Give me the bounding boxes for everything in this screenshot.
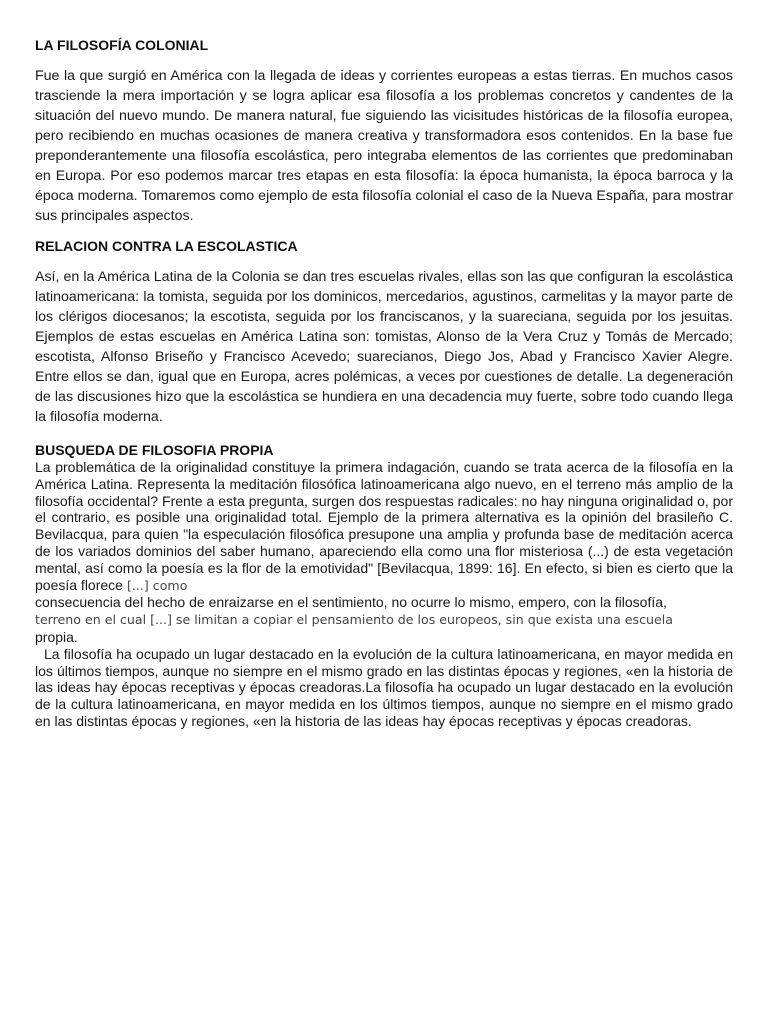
body-text-part2: consecuencia del hecho de enraizarse en el sentimiento, no ocurre lo mismo, empero, con la filosofía, [35, 594, 667, 611]
document-page [35, 36, 733, 730]
section-heading-filosofia-colonial: LA FILOSOFÍA COLONIAL [35, 37, 209, 53]
section-heading-busqueda-filosofia: BUSQUEDA DE FILOSOFIA PROPIA [35, 442, 274, 458]
section-body-relacion-escolastica: Así, en la América Latina de la Colonia se dan tres escuelas rivales, ellas son las que configuran la escolástica latinoamericana: la tomista, seguida por los dominicos, mercedarios, agustinos, carmelitas y la mayor parte de los clérigos diocesanos; la escotista, seguida por los franciscanos, y la suareciana, seguida por los jesuitas. Ejemplos de estas escuelas en América Latina son: tomistas, Alonso de la Vera Cruz y Tomás de Mercado; escotista, Alfonso Briseño y Francisco Acevedo; suarecianos, Diego Jos, Abad y Francisco Xavier Alegre. Entre ellos se dan, igual que en Europa, acres polémicas, a veces por cuestiones de detalle. La degeneración de las discusiones hizo que la escolástica se hundiera en una decadencia muy fuerte, sobre todo cuando llega la filosofía moderna. [35, 269, 733, 425]
body-text-part3: propia. [35, 628, 78, 645]
section-body-filosofia-colonial: Fue la que surgió en América con la llegada de ideas y corrientes europeas a estas tierras. En muchos casos trasciende la mera importación y se logra aplicar esa filosofía a los problemas concretos y candentes de la situación del nuevo mundo. De manera natural, fue siguiendo las vicisitudes históricas de la filosofía europea, pero recibiendo en muchas ocasiones de manera creativa y transformadora esos contenidos. En la base fue preponderantemente una filosofía escolástica, pero integraba elementos de las corrientes que predominaban en Europa. Por eso podemos marcar tres etapas en esta filosofía: la época humanista, la época barroca y la época moderna. Tomaremos como ejemplo de esta filosofía colonial el caso de la Nueva España, para mostrar sus principales aspectos. [35, 68, 733, 224]
section-body-busqueda-second: La filosofía ha ocupado un lugar destacado en la evolución de la cultura latinoamericana, en mayor medida en los últimos tiempos, aunque no siempre en el mismo grado en las distintas épocas y regiones, «en la historia de las ideas hay épocas receptivas y épocas creadoras.La filosofía ha ocupado un lugar destacado en la evolución de la cultura latinoamericana, en mayor medida en los últimos tiempos, aunque no siempre en el mismo grado en las distintas épocas y regiones, «en la historia de las ideas hay épocas receptivas y épocas creadoras. [35, 645, 733, 729]
body-text-grey1: [...] como [122, 577, 188, 593]
body-text-grey2: terreno en el cual [...] se limitan a copiar el pensamiento de los europeos, sin que exista una escuela [35, 612, 673, 628]
section-heading-relacion-escolastica: RELACION CONTRA LA ESCOLASTICA [35, 238, 298, 254]
section-body-busqueda-filosofia [35, 459, 733, 646]
body-text-part1: La problemática de la originalidad constituye la primera indagación, cuando se trata acerca de la filosofía en la América Latina. Representa la meditación filosófica latinoamericana algo nuevo, en el terreno más amplio de la filosofía occidental? Frente a esta pregunta, surgen dos respuestas radicales: no hay ninguna originalidad o, por el contrario, es posible una originalidad total. Ejemplo de la primera alternativa es la opinión del brasileño C. Bevilacqua, para quien "la especulación filosófica presupone una amplia y profunda base de meditación acerca de los variados dominios del saber humano, apareciendo ella como una flor misteriosa (...) de esta vegetación mental, así como la poesía es la flor de la emotividad" [Bevilacqua, 1899: 16]. En efecto, si bien es cierto que la poesía florece [35, 459, 733, 593]
